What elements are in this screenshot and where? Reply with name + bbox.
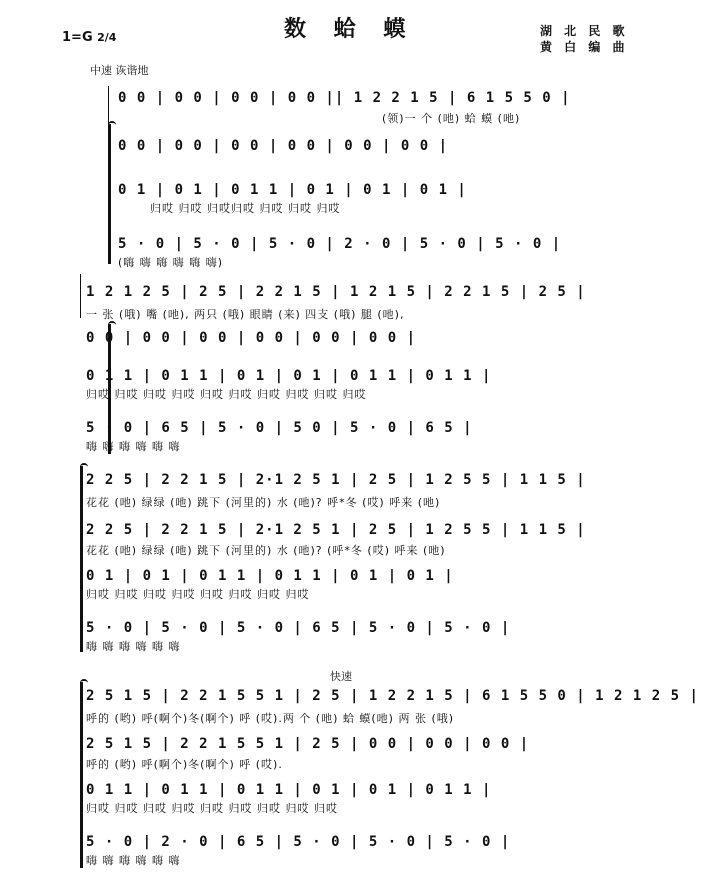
tempo-mark: 中速 诙谐地: [90, 64, 149, 77]
staff-4-notes: 5 · 0 | 2 · 0 | 6 5 | 5 · 0 | 5 · 0 | 5 · 0 |: [86, 834, 511, 850]
staff-3-notes: 0 1 | 0 1 | 0 1 1 | 0 1 1 | 0 1 | 0 1 |: [86, 568, 454, 584]
staff-4-notes: 5 · 0 | 6 5 | 5 · 0 | 5 0 | 5 · 0 | 6 5 |: [86, 420, 473, 436]
source-label: 湖 北 民 歌: [540, 24, 629, 38]
system-barline: [108, 86, 109, 128]
staff-4-notes: 5 · 0 | 5 · 0 | 5 · 0 | 2 · 0 | 5 · 0 | 5 · 0 |: [118, 236, 562, 252]
system-barline: [80, 274, 81, 318]
score-system-2: [0, 270, 710, 460]
staff-3-lyrics: 归哎 归哎 归哎归哎 归哎 归哎 归哎: [150, 202, 341, 215]
staff-4-lyrics: 嗨 嗨 嗨 嗨 嗨 嗨: [86, 854, 181, 867]
staff-4-lyrics: (嗨 嗨 嗨 嗨 嗨 嗨): [118, 256, 224, 269]
staff-4-notes: 5 · 0 | 5 · 0 | 5 · 0 | 6 5 | 5 · 0 | 5 · 0 |: [86, 620, 511, 636]
staff-2-notes: 0 0 | 0 0 | 0 0 | 0 0 | 0 0 | 0 0 |: [118, 138, 449, 154]
staff-3-notes: 0 1 1 | 0 1 1 | 0 1 | 0 1 | 0 1 1 | 0 1 1 |: [86, 368, 492, 384]
staff-2-notes: 0 0 | 0 0 | 0 0 | 0 0 | 0 0 | 0 0 |: [86, 330, 417, 346]
score-system-4: [0, 668, 710, 873]
staff-1-notes: 2 5 1 5 | 2 2 1 5 5 1 | 2 5 | 1 2 2 1 5 | 6 1 5 5 0 | 1 2 1 2 5 |: [86, 688, 699, 704]
score-system-1: [0, 80, 710, 270]
time-signature: 2/4: [97, 31, 117, 44]
staff-1-lyrics: 呼的 (哟) 呼(啊个)冬(啊个) 呼 (哎).两 个 (吔) 蛤 蟆(吔) 两 张 (哦): [86, 712, 455, 725]
staff-1-notes: 2 2 5 | 2 2 1 5 | 2·1 2 5 1 | 2 5 | 1 2 5 5 | 1 1 5 |: [86, 472, 586, 488]
staff-3-lyrics: 归哎 归哎 归哎 归哎 归哎 归哎 归哎 归哎 归哎 归哎: [86, 388, 367, 401]
song-title: 数 蛤 蟆: [284, 16, 416, 42]
staff-2-lyrics: 呼的 (哟) 呼(啊个)冬(啊个) 呼 (哎).: [86, 758, 283, 771]
staff-3-notes: 0 1 1 | 0 1 1 | 0 1 1 | 0 1 | 0 1 | 0 1 1 |: [86, 782, 492, 798]
staff-3-lyrics: 归哎 归哎 归哎 归哎 归哎 归哎 归哎 归哎 归哎: [86, 802, 338, 815]
tempo-change: 快速: [330, 670, 352, 683]
key-signature: 1=G 2/4: [62, 30, 117, 45]
staff-2-notes: 2 5 1 5 | 2 2 1 5 5 1 | 2 5 | 0 0 | 0 0 | 0 0 |: [86, 736, 530, 752]
staff-brace: [108, 124, 115, 264]
staff-2-notes: 2 2 5 | 2 2 1 5 | 2·1 2 5 1 | 2 5 | 1 2 5 5 | 1 1 5 |: [86, 522, 586, 538]
staff-3-lyrics: 归哎 归哎 归哎 归哎 归哎 归哎 归哎 归哎: [86, 588, 310, 601]
arranger-label: 黄 白 编 曲: [540, 40, 629, 54]
staff-1-notes: 1 2 1 2 5 | 2 5 | 2 2 1 5 | 1 2 1 5 | 2 2 1 5 | 2 5 |: [86, 284, 586, 300]
staff-3-notes: 0 1 | 0 1 | 0 1 1 | 0 1 | 0 1 | 0 1 |: [118, 182, 467, 198]
staff-4-lyrics: 嗨 嗨 嗨 嗨 嗨 嗨: [86, 440, 181, 453]
staff-1-lyrics: (领)一 个 (吔) 蛤 蟆 (吔): [382, 112, 521, 125]
staff-1-notes: 0 0 | 0 0 | 0 0 | 0 0 || 1 2 2 1 5 | 6 1 5 5 0 |: [118, 90, 571, 106]
staff-2-lyrics: 花花 (吔) 绿绿 (吔) 跳下 (河里的) 水 (吔)? (呼*冬 (哎) 呼来 (吔): [86, 544, 446, 557]
score-system-3: [0, 462, 710, 657]
staff-1-lyrics: 花花 (吔) 绿绿 (吔) 跳下 (河里的) 水 (吔)? 呼*冬 (哎) 呼来 (吔): [86, 496, 441, 509]
staff-1-lyrics: 一 张 (哦) 嘴 (吔), 两只 (哦) 眼睛 (来) 四支 (哦) 腿 (吔),: [86, 308, 405, 321]
staff-4-lyrics: 嗨 嗨 嗨 嗨 嗨 嗨: [86, 640, 181, 653]
